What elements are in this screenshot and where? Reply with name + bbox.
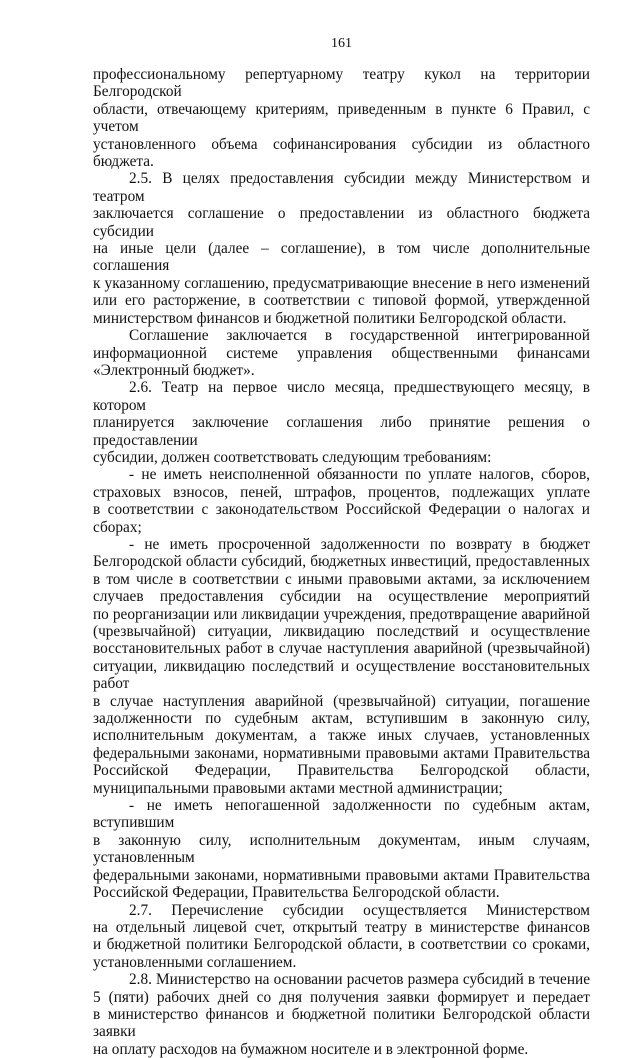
- paragraph-p6-line-4: случаев предоставления субсидии на осуществление мероприятий: [93, 588, 590, 606]
- paragraph-p2-line-4: к указанному соглашению, предусматривающие внесение в него изменений: [93, 274, 590, 292]
- page-number: 161: [331, 36, 352, 51]
- paragraph-p9-line-2: 5 (пяти) рабочих дней со дня получения заявки формирует и передает: [93, 988, 590, 1006]
- paragraph-p1-line-3: установленного объема софинансирования субсидии из областного бюджета.: [93, 135, 590, 171]
- paragraph-p6-line-11: исполнительным документам, а также иных случаев, установленных: [93, 727, 590, 745]
- paragraph-p7-line-3: федеральными законами, нормативными правовыми актами Правительства: [93, 866, 590, 884]
- paragraph-p5-line-3: в соответствии с законодательством Российской Федерации о налогах и сборах;: [93, 501, 590, 536]
- paragraph-p6-line-9: в случае наступления аварийной (чрезвычайной) ситуации, погашение: [93, 692, 590, 710]
- paragraph-p6-line-14: муниципальными правовыми актами местной администрации;: [93, 779, 503, 797]
- paragraph-p6-line-8: ситуации, ликвидацию последствий и осуществление восстановительных работ: [93, 657, 590, 693]
- paragraph-p9-line-1: 2.8. Министерство на основании расчетов размера субсидий в течение: [129, 971, 590, 989]
- paragraph-p4-line-2: планируется заключение соглашения либо принятие решения о предоставлении: [93, 414, 590, 449]
- paragraph-p7-line-4: Российской Федерации, Правительства Белгородской области.: [93, 884, 500, 902]
- paragraph-p1-line-1: профессиональному репертуарному театру кукол на территории Белгородской: [93, 66, 590, 101]
- paragraph-p6-line-5: по реорганизации или ликвидации учреждения, предотвращение аварийной: [93, 605, 590, 623]
- paragraph-p2-line-5: или его расторжение, в соответствии с типовой формой, утвержденной: [93, 292, 590, 310]
- paragraph-p9-line-3: в министерство финансов и бюджетной политики Белгородской области заявки: [93, 1005, 590, 1041]
- document-body: [93, 66, 590, 1058]
- paragraph-p2-line-1: 2.5. В целях предоставления субсидии между Министерством и театром: [93, 170, 590, 205]
- paragraph-p2-line-3: на иные цели (далее – соглашение), в том числе дополнительные соглашения: [93, 240, 590, 275]
- paragraph-p6-line-6: (чрезвычайной) ситуации, ликвидацию последствий и осуществление: [93, 623, 590, 640]
- paragraph-p9-line-4: на оплату расходов на бумажном носителе и в электронной форме.: [93, 1040, 529, 1058]
- paragraph-p1-line-2: области, отвечающему критериям, приведенным в пункте 6 Правил, с учетом: [93, 100, 590, 136]
- paragraph-p3-line-3: «Электронный бюджет».: [93, 361, 255, 379]
- paragraph-p3-line-2: информационной системе управления общественными финансами: [93, 344, 590, 362]
- paragraph-p4-line-3: субсидии, должен соответствовать следующим требованиям:: [93, 448, 492, 466]
- paragraph-p6-line-12: федеральными законами, нормативными правовыми актами Правительства: [93, 744, 590, 762]
- paragraph-p2-line-6: министерством финансов и бюджетной политики Белгородской области.: [93, 309, 567, 327]
- paragraph-p5-line-1: - не иметь неисполненной обязанности по уплате налогов, сборов,: [129, 466, 590, 484]
- paragraph-p6-line-1: - не иметь просроченной задолженности по возврату в бюджет: [129, 535, 590, 553]
- paragraph-p4-line-1: 2.6. Театр на первое число месяца, предшествующего месяцу, в котором: [93, 379, 590, 414]
- paragraph-p8-line-4: установленными соглашением.: [93, 953, 297, 971]
- paragraph-p6-line-2: Белгородской области субсидий, бюджетных инвестиций, предоставленных: [93, 553, 590, 571]
- paragraph-p6-line-13: Российской Федерации, Правительства Белгородской области,: [93, 762, 590, 780]
- paragraph-p8-line-3: и бюджетной политики Белгородской области, в соответствии со сроками,: [93, 936, 590, 954]
- paragraph-p3-line-1: Соглашение заключается в государственной интегрированной: [129, 327, 590, 345]
- paragraph-p7-line-1: - не иметь непогашенной задолженности по судебным актам, вступившим: [93, 797, 590, 832]
- paragraph-p6-line-10: задолженности по судебным актам, вступившим в законную силу,: [93, 710, 590, 728]
- paragraph-p2-line-2: заключается соглашение о предоставлении из областного бюджета субсидии: [93, 205, 590, 240]
- paragraph-p6-line-7: восстановительных работ в случае наступления аварийной (чрезвычайной): [93, 640, 590, 658]
- paragraph-p5-line-2: страховых взносов, пеней, штрафов, процентов, подлежащих уплате: [93, 483, 590, 501]
- paragraph-p8-line-1: 2.7. Перечисление субсидии осуществляется Министерством: [129, 901, 590, 919]
- paragraph-p6-line-3: в том числе в соответствии с иными правовыми актами, за исключением: [93, 570, 590, 588]
- paragraph-p8-line-2: на отдельный лицевой счет, открытый театру в министерстве финансов: [93, 918, 590, 936]
- paragraph-p7-line-2: в законную силу, исполнительным документам, иным случаям, установленным: [93, 831, 590, 867]
